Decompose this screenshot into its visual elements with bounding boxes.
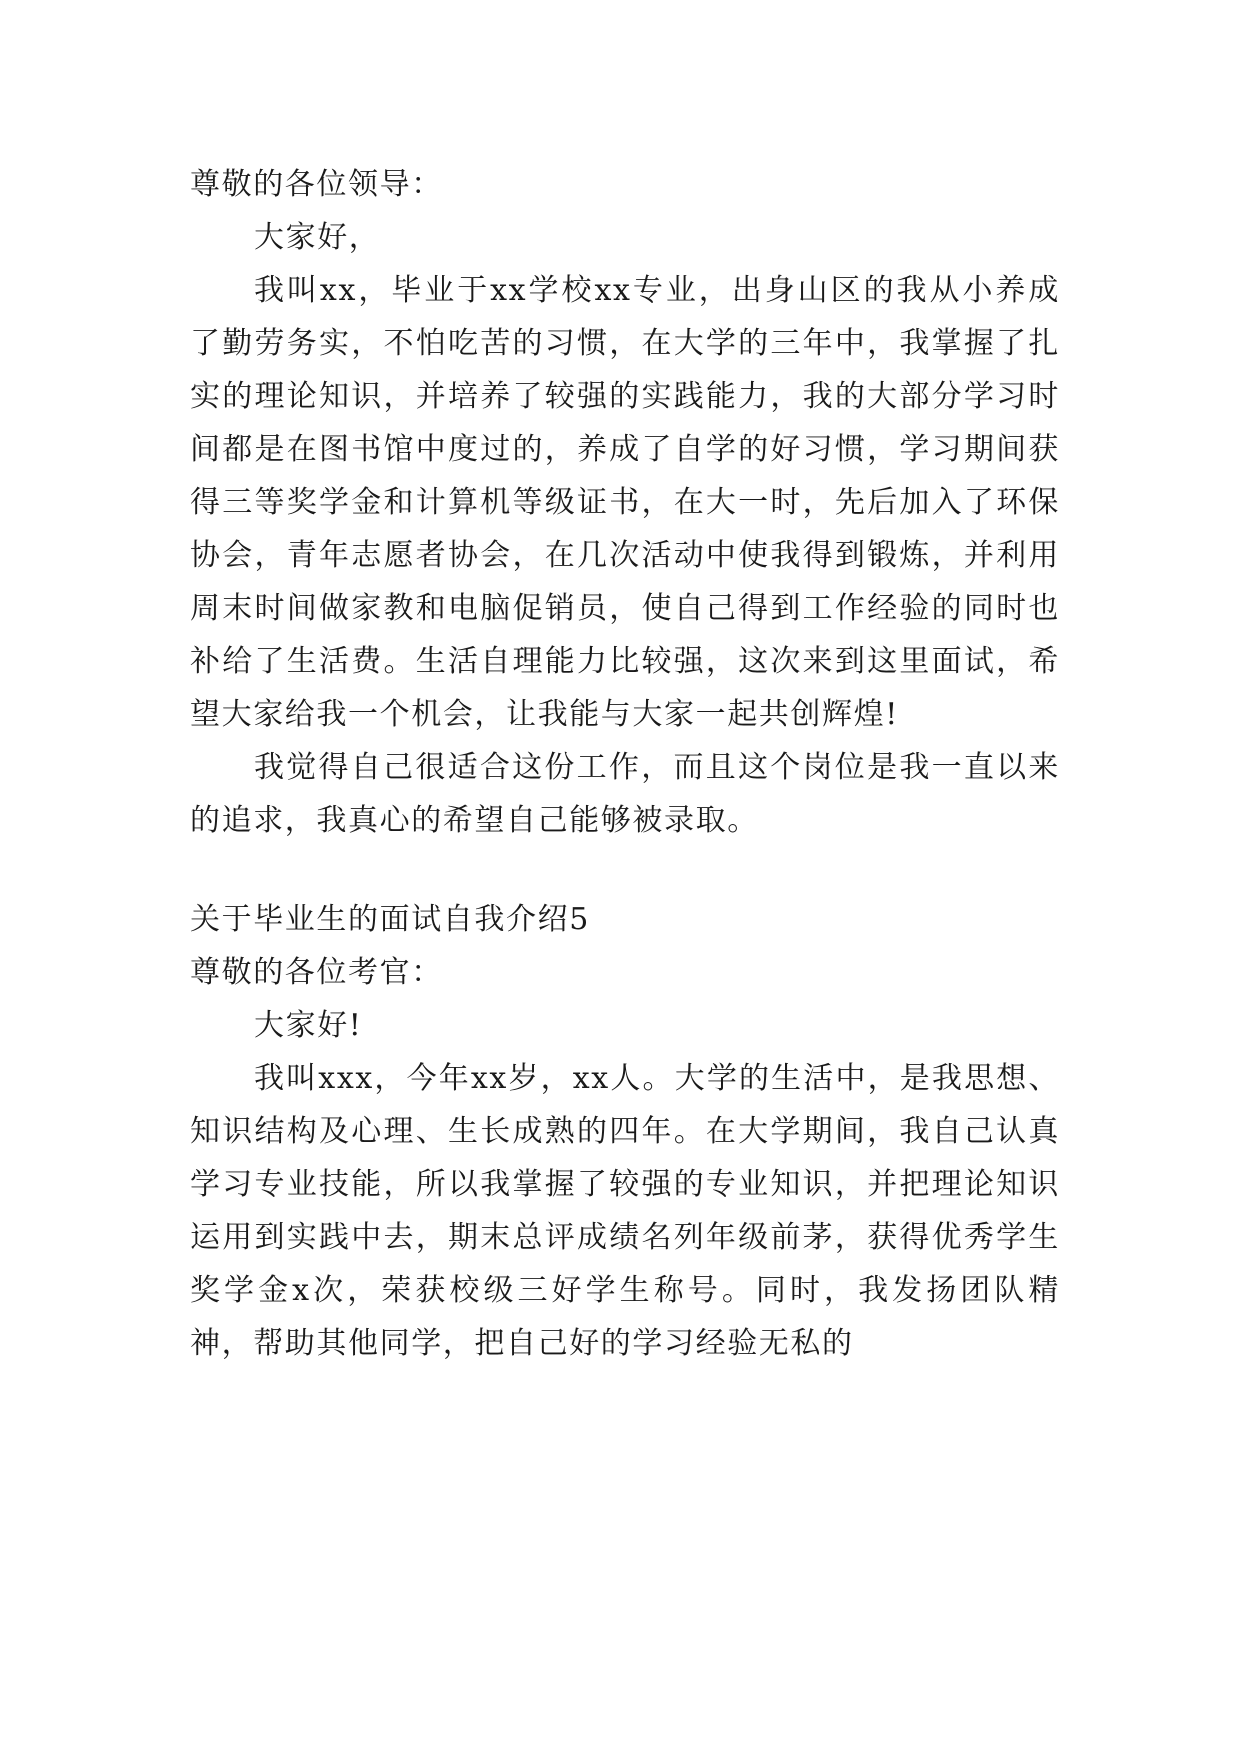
greeting-2: 大家好!: [254, 1008, 363, 1043]
intro-paragraph-3: 我叫xxx，今年xx岁，xx人。大学的生活中，是我思想、知识结构及心理、生长成熟的四年。在大学期间，我自己认真学习专业技能，所以我掌握了较强的专业知识，并把理论知识运用到实践中去，期末总评成绩名列年级前茅，获得优秀学生奖学金x次，荣获校级三好学生称号。同时，我发扬团队精神，帮助其他同学，把自己好的学习经验无私的: [190, 1061, 1060, 1361]
intro-paragraph-1: 我叫xx，毕业于xx学校xx专业，出身山区的我从小养成了勤劳务实，不怕吃苦的习惯，在大学的三年中，我掌握了扎实的理论知识，并培养了较强的实践能力，我的大部分学习时间都是在图书馆中度过的，养成了自学的好习惯，学习期间获得三等奖学金和计算机等级证书，在大一时，先后加入了环保协会，青年志愿者协会，在几次活动中使我得到锻炼，并利用周末时间做家教和电脑促销员，使自己得到工作经验的同时也补给了生活费。生活自理能力比较强，这次来到这里面试，希望大家给我一个机会，让我能与大家一起共创辉煌!: [190, 273, 1060, 732]
section-title-5: 关于毕业生的面试自我介绍5: [190, 902, 590, 937]
salutation-examiners: 尊敬的各位考官：: [190, 955, 443, 990]
intro-paragraph-2: 我觉得自己很适合这份工作，而且这个岗位是我一直以来的追求，我真心的希望自己能够被录取。: [190, 750, 1060, 838]
salutation-leaders: 尊敬的各位领导：: [190, 167, 443, 202]
document-body: [190, 158, 1060, 1370]
greeting-1: 大家好，: [254, 220, 381, 255]
